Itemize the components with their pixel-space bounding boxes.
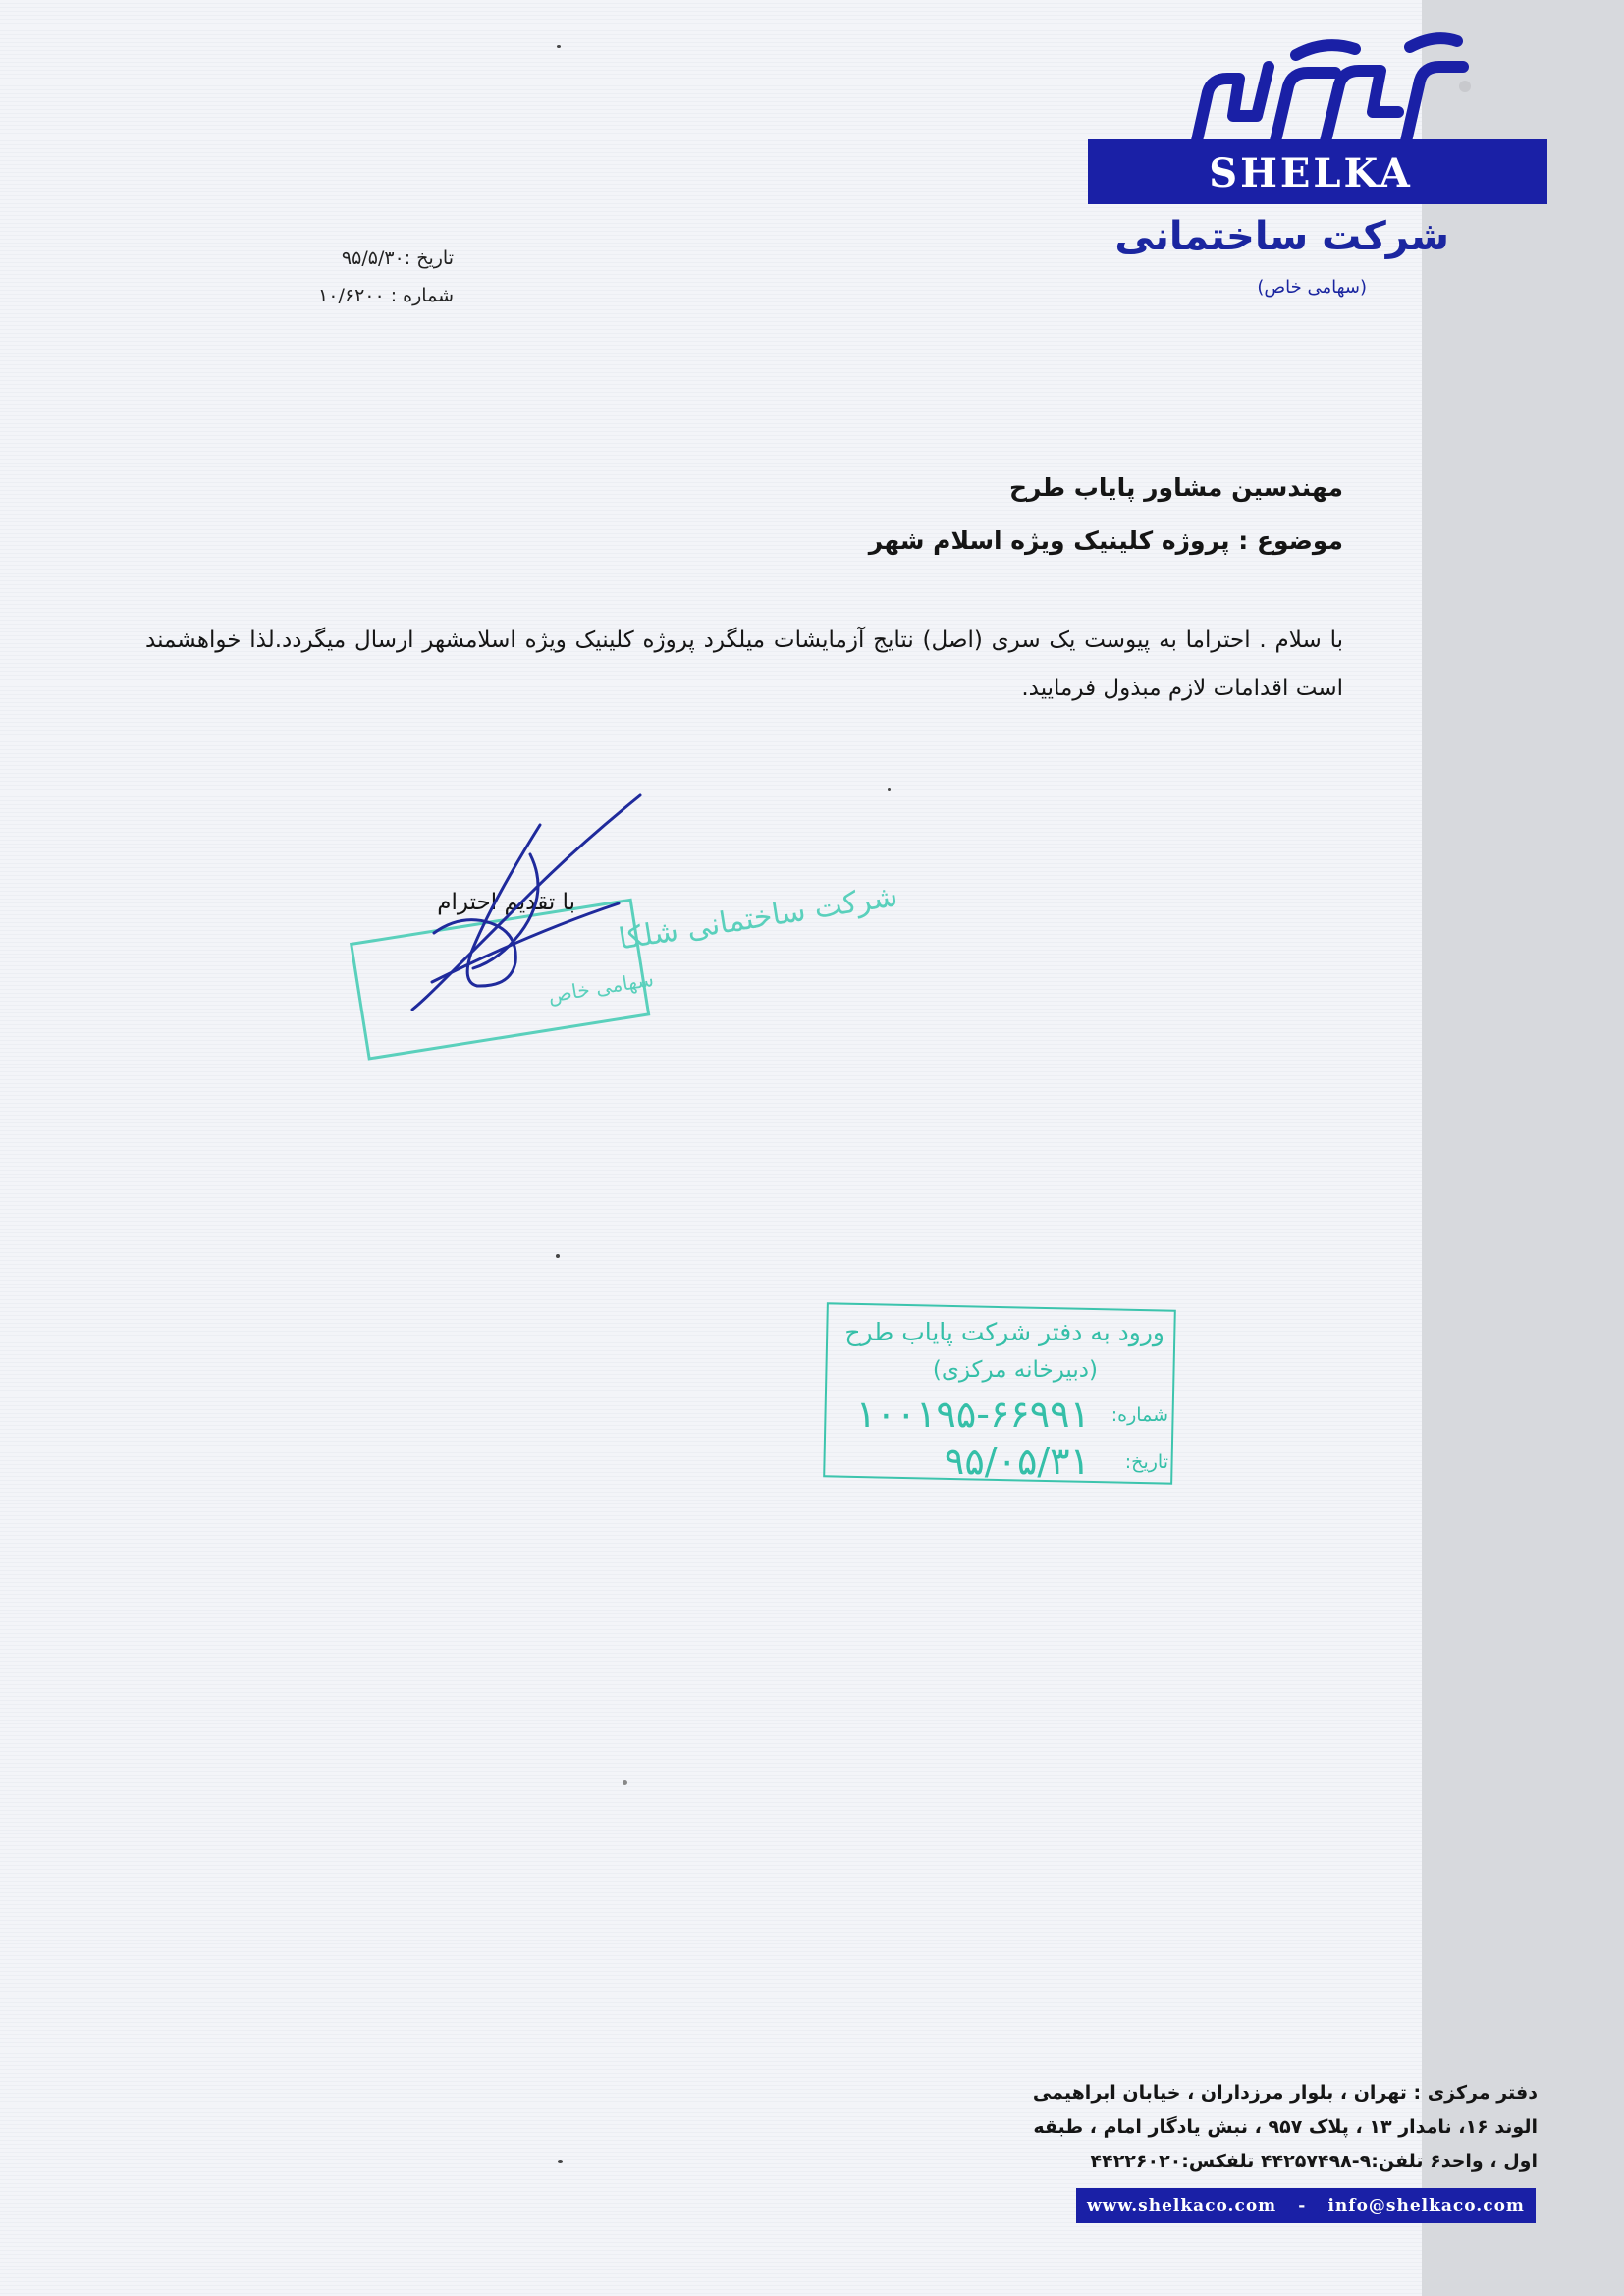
signature-mark [383, 786, 668, 1021]
letterhead-side-strip [1422, 0, 1624, 2296]
company-name: شرکت ساختمانی [1114, 214, 1449, 259]
scan-speck [557, 45, 561, 48]
logo-latin-text: SHELKA [1209, 150, 1413, 196]
footer-separator: - [1298, 2196, 1307, 2215]
scan-speck [556, 1254, 560, 1258]
receipt-date-label: تاریخ: [1124, 1451, 1168, 1473]
receipt-date-value: ۹۵/۰۵/۳۱ [944, 1440, 1090, 1483]
closing-line: با تقدیم احترام [437, 890, 575, 915]
addressee: مهندسین مشاور پایاب طرح [1008, 473, 1343, 502]
footer-address-line3: اول ، واحد۶ تلفن:۹-۴۴۲۵۷۴۹۸ تلفکس:۴۴۲۲۶۰۲۰ [1090, 2151, 1538, 2172]
scan-speck [558, 2160, 563, 2163]
receipt-number-value: ۱۰۰۱۹۵-۶۶۹۹۱ [855, 1393, 1090, 1436]
scan-speck [888, 788, 891, 791]
receipt-stamp [825, 1306, 1186, 1493]
company-type: (سهامی خاص) [1257, 277, 1367, 298]
letter-number: شماره : ۱۰/۶۲۰۰ [318, 285, 454, 306]
footer-address-line1: دفتر مرکزی : تهران ، بلوار مرزداران ، خیابان ابراهیمی [1032, 2082, 1538, 2104]
subject-line: موضوع : پروژه کلینیک ویژه اسلام شهر [868, 526, 1343, 555]
footer-contact-text [1076, 2188, 1536, 2223]
letter-date: تاریخ :۹۵/۵/۳۰ [341, 247, 454, 269]
receipt-stamp-title: ورود به دفتر شرکت پایاب طرح [844, 1318, 1164, 1346]
svg-text:سهامی خاص: سهامی خاص [546, 966, 656, 1008]
scan-speck [623, 1780, 627, 1785]
footer-website: www.shelkaco.com [1087, 2196, 1277, 2215]
receipt-number-label: شماره: [1110, 1404, 1168, 1426]
letter-body: با سلام . احتراما به پیوست یک سری (اصل) نتایج آزمایشات میلگرد پروژه کلینیک ویژه اسلامشهر ارسال میگردد.لذا خواهشمند است اقدامات لازم مبذول فرمایید. [145, 628, 1343, 701]
svg-text:شرکت ساختمانی شلکا: شرکت ساختمانی شلکا [616, 879, 900, 957]
footer-email: info@shelkaco.com [1327, 2196, 1525, 2215]
receipt-stamp-subtitle: (دبیرخانه مرکزی) [932, 1357, 1098, 1383]
footer-address-line2: الوند ۱۶، نامدار ۱۳ ، پلاک ۹۵۷ ، نبش یادگار امام ، طبقه [1033, 2116, 1538, 2138]
